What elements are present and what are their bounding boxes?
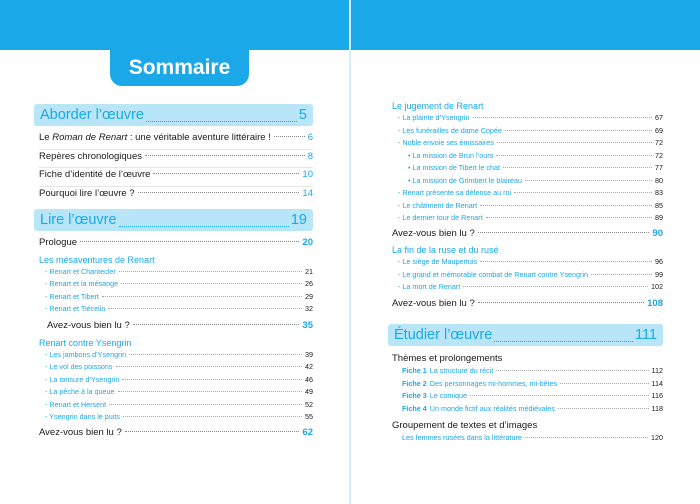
section-page: 111 [634, 327, 657, 343]
toc-subsubentry[interactable]: • La mission de Grimbert le blaireau 80 [408, 175, 663, 185]
toc-check[interactable]: Avez-vous bien lu ? 62 [39, 426, 313, 438]
toc-fiche[interactable]: Fiche 4 Un monde fictif aux réalités médiévales 118 [402, 403, 663, 413]
toc-subentry[interactable]: - Le dernier tour de Renart 89 [398, 213, 663, 222]
toc-entry[interactable]: Pourquoi lire l’œuvre ? 14 [39, 187, 313, 199]
toc-subentry[interactable]: - Renart et Hersent 52 [45, 399, 313, 409]
toc-fiche[interactable]: Fiche 1 La structure du récit 112 [402, 366, 663, 375]
toc-subentry[interactable]: - Renart et Tiécelin 32 [45, 304, 313, 313]
toc-subentry[interactable]: - Les funérailles de dame Copée 69 [398, 125, 663, 135]
page-gutter [349, 0, 351, 504]
top-banner-right [351, 0, 700, 50]
toc-subentry[interactable]: - Les jambons d’Ysengrin 39 [45, 349, 313, 359]
section-header-aborder[interactable] [34, 104, 313, 126]
title-tab [110, 50, 249, 86]
toc-subentry[interactable]: - Le grand et mémorable combat de Renart contre Ysengrin 99 [398, 269, 663, 279]
group-heading: Le jugement de Renart [392, 101, 484, 111]
toc-subentry[interactable]: - Renart et Tibert 29 [45, 291, 313, 301]
toc-subsubentry[interactable]: • La mission de Tibert le chat 77 [408, 163, 663, 172]
toc-subentry[interactable]: - Le châtiment de Renart 85 [398, 200, 663, 210]
page-title: Sommaire [128, 56, 231, 79]
toc-entry[interactable]: Le Roman de Renart : une véritable aventure littéraire ! 6 [39, 132, 313, 143]
toc-subentry[interactable]: - La mort de Renart 102 [398, 282, 663, 291]
toc-subentry[interactable]: - La tonsure d’Ysengrin 46 [45, 374, 313, 384]
top-banner-left [0, 0, 349, 50]
toc-subentry[interactable]: - Renart et Chantecler 21 [45, 266, 313, 276]
toc-check[interactable]: Avez-vous bien lu ? 90 [392, 227, 663, 239]
toc-subentry[interactable]: - Le siège de Maupertuis 96 [398, 257, 663, 266]
toc-subentry[interactable]: - Le vol des poissons 42 [45, 362, 313, 371]
section-header-etudier[interactable] [388, 324, 663, 346]
left-column [34, 104, 313, 442]
toc-subentry[interactable]: - La pêche à la queue 49 [45, 387, 313, 396]
group-heading: La fin de la ruse et du rusé [392, 245, 499, 255]
toc-entry[interactable]: Repères chronologiques 8 [39, 150, 313, 162]
toc-subentry[interactable]: - Noble envoie ses émissaires 72 [398, 138, 663, 147]
section-title: Étudier l’œuvre [394, 327, 493, 343]
toc-check[interactable]: Avez-vous bien lu ? 108 [392, 297, 663, 309]
toc-subentry[interactable]: - Renart et la mésange 26 [45, 279, 313, 288]
toc-check[interactable]: Avez-vous bien lu ? 35 [47, 319, 313, 331]
toc-subsubentry[interactable]: • La mission de Brun l’ours 72 [408, 150, 663, 160]
toc-fiche[interactable]: Fiche 3 Le comique 116 [402, 391, 663, 400]
section-header-lire[interactable] [34, 209, 313, 231]
toc-fiche[interactable]: Fiche 2 Des personnages mi-hommes, mi-bêtes 114 [402, 378, 663, 388]
group-heading: Les mésaventures de Renart [39, 254, 155, 265]
toc-entry[interactable]: Fiche d’identité de l’œuvre 10 [39, 169, 313, 180]
group-heading: Renart contre Ysengrin [39, 337, 132, 348]
section-page: 5 [298, 107, 307, 123]
section-title: Aborder l’œuvre [40, 107, 144, 123]
section-page: 19 [290, 212, 307, 228]
toc-subentry[interactable]: - Ysengrin dans le puits 55 [45, 412, 313, 421]
group-heading-themes: Thèmes et prolongements [392, 353, 503, 364]
group-heading-groupement: Groupement de textes et d’images [392, 420, 538, 431]
right-column [388, 99, 663, 446]
section-title: Lire l’œuvre [40, 212, 117, 228]
toc-fiche[interactable]: Les femmes rusées dans la littérature 120 [402, 433, 663, 442]
toc-subentry[interactable]: - La plainte d’Ysengrin 67 [398, 113, 663, 122]
toc-prologue[interactable]: Prologue 20 [39, 237, 313, 248]
toc-subentry[interactable]: - Renart présente sa défense au roi 83 [398, 188, 663, 197]
